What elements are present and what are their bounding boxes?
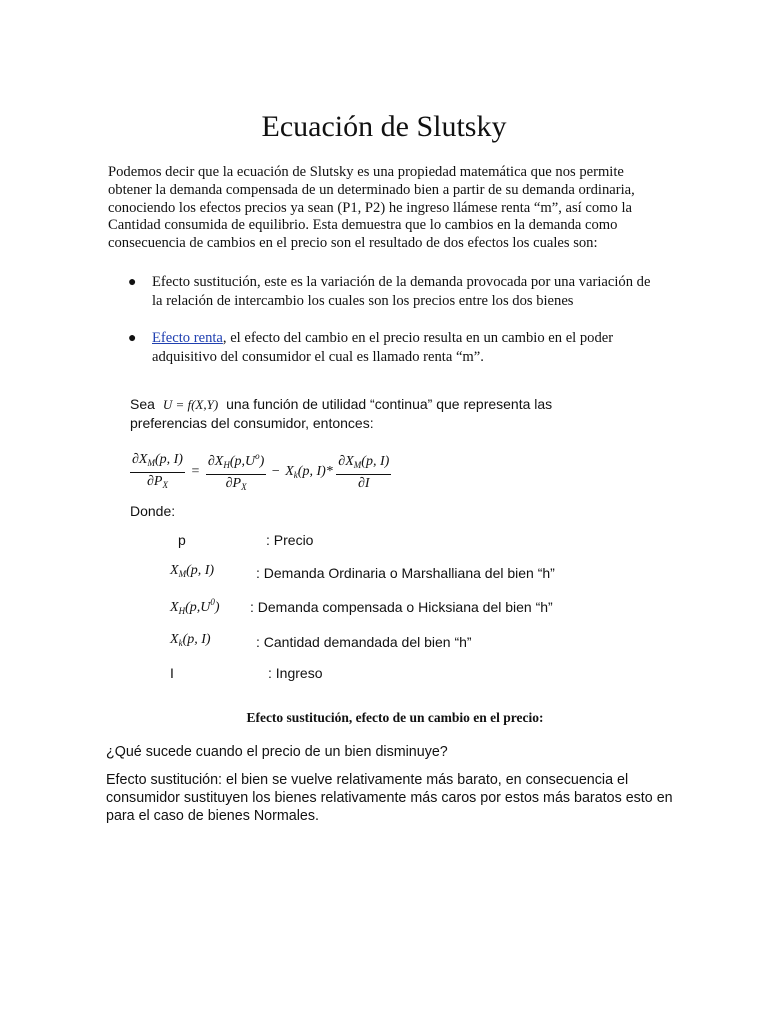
definition-symbol: $X_H(p,U^0)$ <box>170 597 220 616</box>
efecto-renta-link[interactable]: Efecto renta <box>152 330 223 346</box>
sea-rest: una función de utilidad “continua” que representa las <box>226 396 553 412</box>
bullet-item-income <box>128 329 668 369</box>
definition-price <box>170 531 640 553</box>
section-heading: Efecto sustitución, efecto de un cambio en el precio: <box>246 710 544 725</box>
definition-symbol: $X_M(p$, I) <box>170 563 215 579</box>
rhs2-fraction: $\frac{\partial X_M(p, I)}{\partial I}$ <box>338 453 390 491</box>
lhs-fraction: $\frac{\partial X_M(p, I)}{\partial P_X}$ <box>132 451 183 490</box>
sea-word: Sea <box>130 396 155 412</box>
definition-desc: : Ingreso <box>268 665 323 681</box>
rhs1-fraction: $\frac{\partial X_H(p,U^o)}{\partial P_X}$ <box>206 448 266 496</box>
definition-hicksian <box>170 597 640 619</box>
question-text: ¿Qué sucede cuando el precio de un bien disminuye? <box>106 744 448 760</box>
definition-quantity <box>170 632 640 654</box>
intro-paragraph: Podemos decir que la ecuación de Slutsky es una propiedad matemática que nos permite obtener la demanda compensada de un determinado bien a partir de su demanda ordinaria, conociendo los efectos precios ya sean (P1, P2) he ingreso llámese renta “m”, así como la Cantidad consumida de equilibrio. Esta demuestra que lo cambios en la demanda como consecuencia de cambios en el precio son el resultado de dos efectos los cuales son: <box>108 164 635 252</box>
bullet-text-wrapper <box>152 329 662 367</box>
bullet-text: Efecto sustitución, este es la variación de la demanda provocada por una variación de la relación de intercambio los cuales son los precios entre los dos bienes <box>152 274 651 309</box>
definition-symbol: I <box>170 665 174 681</box>
bullet-text: , el efecto del cambio en el precio resulta en un cambio en el poder adquisitivo del consumidor el cual es llamado renta “m”. <box>152 330 614 365</box>
bullet-dot-icon: ● <box>128 331 137 346</box>
definition-marshallian <box>170 563 640 585</box>
definition-symbol: p <box>178 532 186 548</box>
equals-sign: = <box>191 464 200 480</box>
document-title: Ecuación de Slutsky <box>261 110 507 143</box>
definition-desc: : Demanda Ordinaria o Marshalliana del bien “h” <box>256 565 555 581</box>
definition-desc: : Demanda compensada o Hicksiana del bien “h” <box>250 599 553 615</box>
definition-desc: : Precio <box>266 532 314 548</box>
bullet-item-substitution <box>128 273 668 313</box>
utility-definition-line2: preferencias del consumidor, entonces: <box>130 415 374 431</box>
definition-desc: : Cantidad demandada del bien “h” <box>256 634 472 650</box>
bullet-dot-icon: ● <box>128 275 137 290</box>
utility-definition <box>130 395 650 414</box>
minus-sign: − <box>271 464 280 480</box>
middle-term: $X_k(p$, I)* <box>285 464 333 481</box>
donde-label: Donde: <box>130 503 176 519</box>
definition-income <box>170 664 640 686</box>
slutsky-equation <box>130 448 391 496</box>
definition-symbol: $X_k(p$, I) <box>170 632 211 648</box>
final-paragraph: Efecto sustitución: el bien se vuelve relativamente más barato, en consecuencia el consumidor sustituyen los bienes relativamente más caros por estos más baratos esto en para el caso de bienes Normales. <box>106 772 673 824</box>
utility-formula: U = f(X,Y) <box>162 397 219 412</box>
